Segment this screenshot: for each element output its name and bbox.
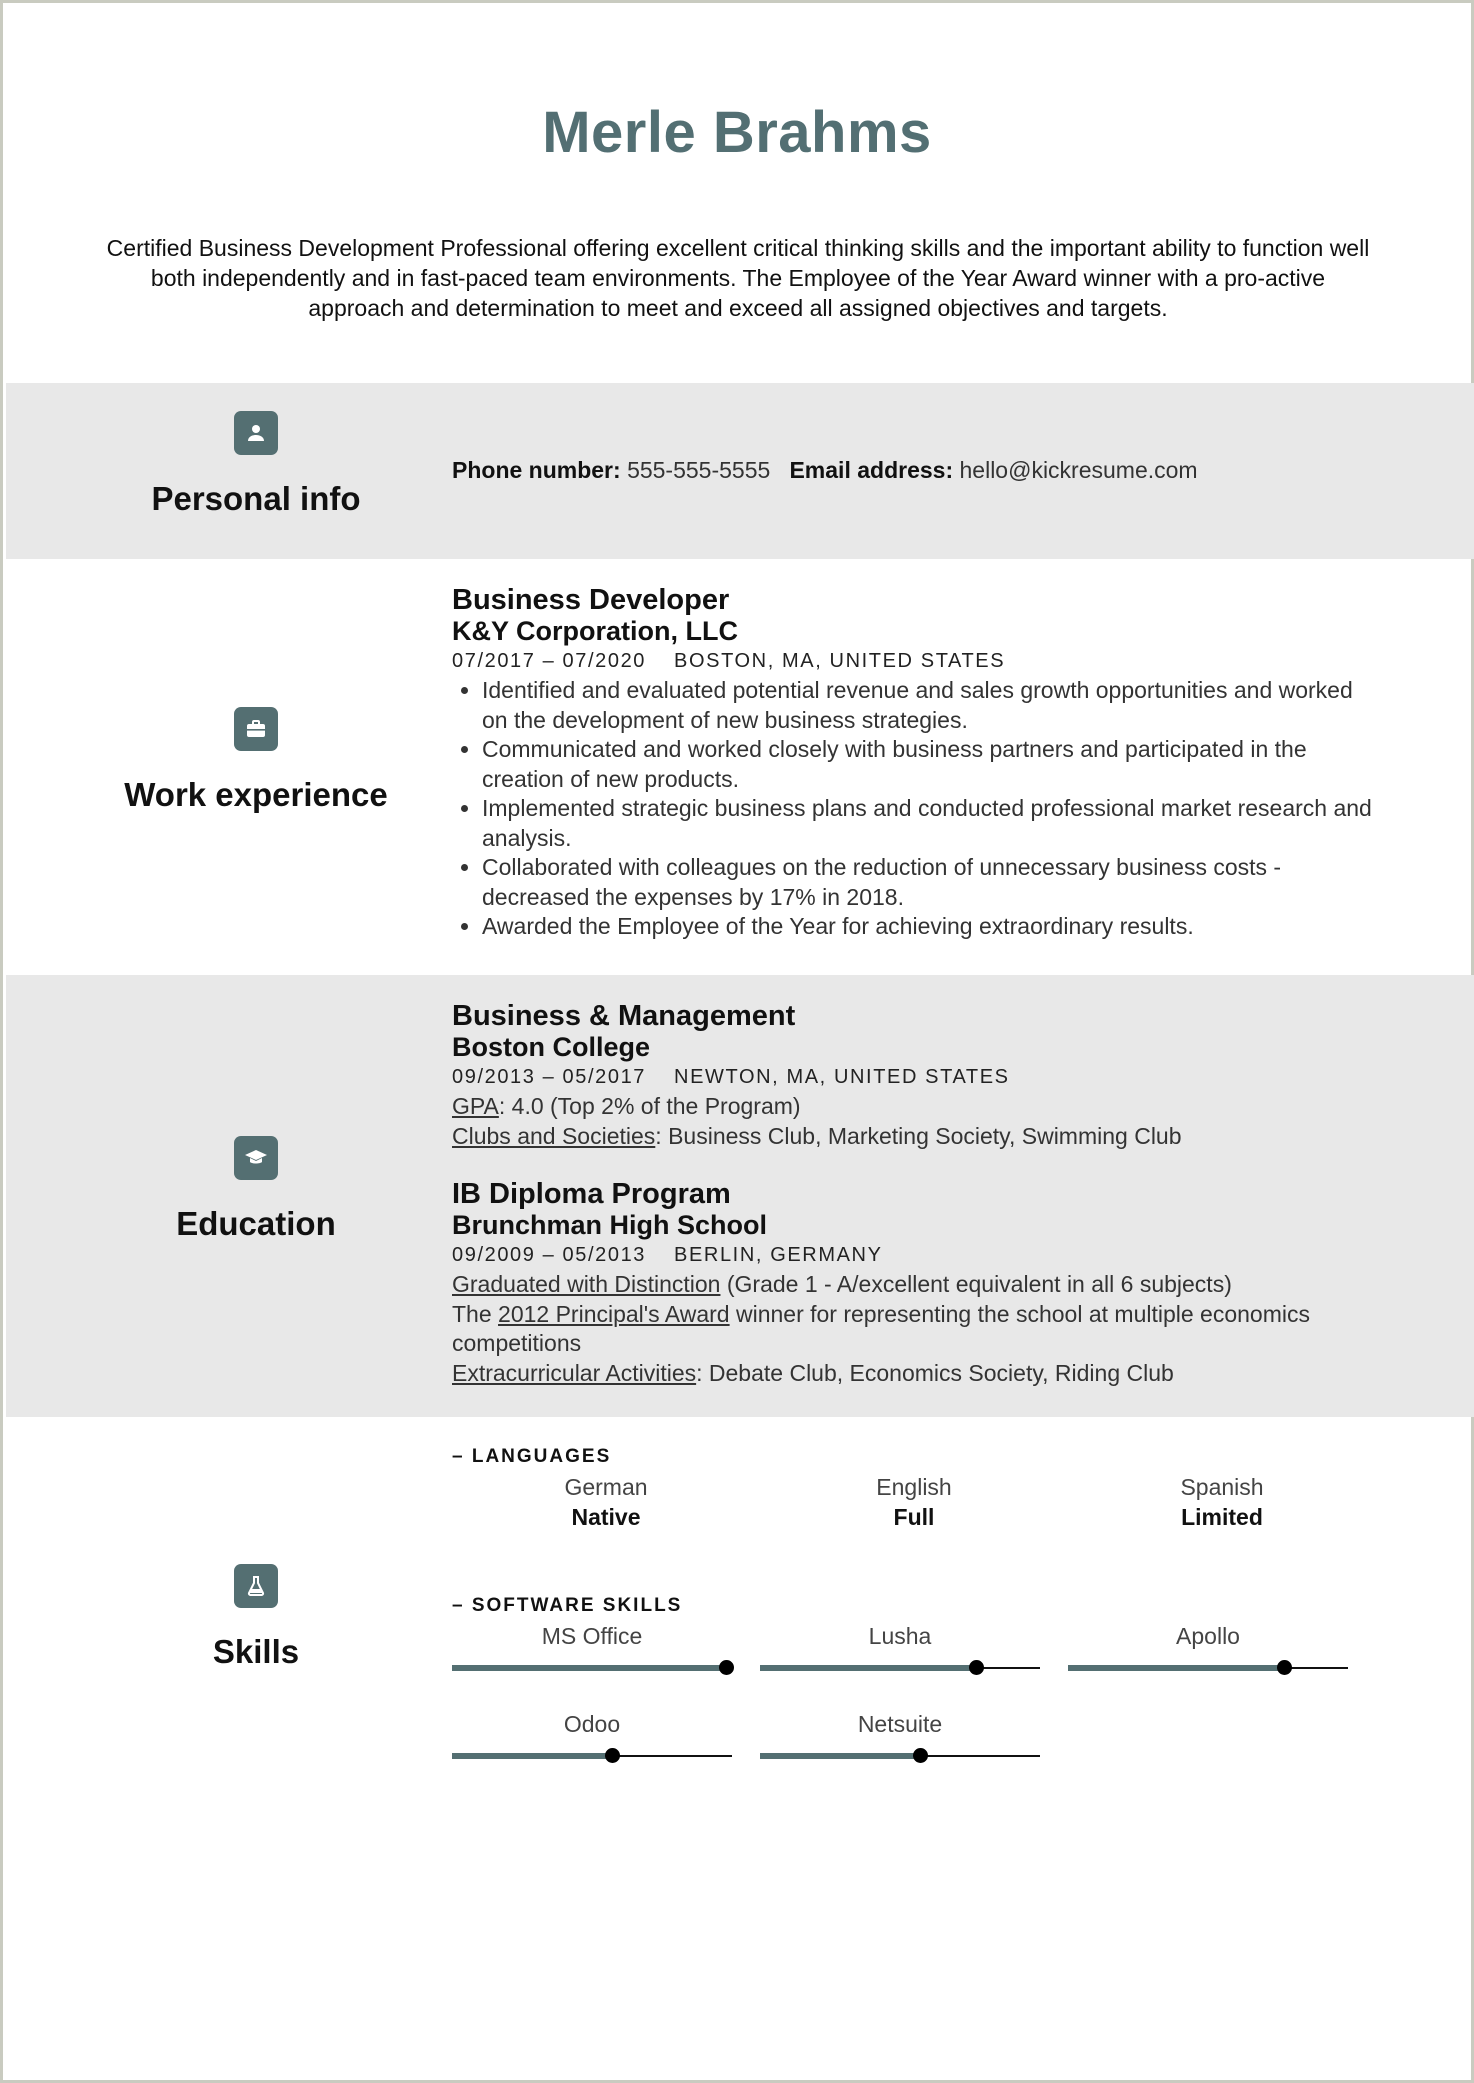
clubs-value: : Business Club, Marketing Society, Swimming Club — [655, 1122, 1182, 1149]
skill-name: Lusha — [868, 1623, 932, 1649]
personal-info-header — [6, 411, 506, 518]
education-meta — [452, 1240, 1382, 1270]
language-item — [760, 1472, 1068, 1532]
phone-value: 555-555-5555 — [627, 457, 771, 483]
languages-heading: – LANGUAGES — [452, 1446, 612, 1467]
contact-line — [452, 457, 1382, 484]
language-item — [1068, 1472, 1376, 1532]
email-value[interactable]: hello@kickresume.com — [959, 457, 1198, 483]
school-name: Brunchman High School — [452, 1210, 768, 1240]
award-label: 2012 Principal's Award — [498, 1300, 730, 1327]
skills-section — [6, 1417, 1474, 1817]
skill-name: MS Office — [541, 1623, 643, 1649]
phone-label: Phone number: — [452, 457, 621, 483]
language-item — [452, 1472, 760, 1532]
languages-grid — [452, 1472, 1376, 1532]
job-title: Business Developer — [452, 584, 730, 616]
list-item: • Collaborated with colleagues on the reduction of unnecessary business costs - decreased the expenses by 17% in 2018. — [482, 853, 1382, 912]
section-title: Skills — [212, 1633, 300, 1670]
education-location: BERLIN, GERMANY — [674, 1244, 883, 1266]
list-item: • Communicated and worked closely with business partners and participated in the creation of new products. — [482, 735, 1382, 794]
software-skills-heading: – SOFTWARE SKILLS — [452, 1595, 683, 1616]
skill-track — [1068, 1667, 1348, 1669]
flask-icon — [234, 1564, 278, 1608]
award-value: winner for representing the school at multiple economics competitions — [452, 1300, 1310, 1356]
school-name: Boston College — [452, 1032, 651, 1062]
skill-meter — [452, 1709, 732, 1757]
language-level: Native — [571, 1504, 641, 1530]
extracurricular-label: Extracurricular Activities — [452, 1359, 697, 1386]
email-label: Email address: — [789, 457, 954, 483]
education-dates: 09/2013 – 05/2017 — [452, 1066, 647, 1088]
skill-track — [452, 1755, 732, 1757]
education-location: NEWTON, MA, UNITED STATES — [674, 1066, 1010, 1088]
skill-fill — [760, 1665, 976, 1671]
degree-title: Business & Management — [452, 1000, 796, 1032]
education-entry — [452, 1001, 1382, 1151]
language-name: English — [876, 1474, 952, 1500]
language-name: German — [564, 1474, 648, 1500]
education-dates: 09/2009 – 05/2013 — [452, 1244, 647, 1266]
work-experience-header — [6, 707, 506, 814]
job-dates: 07/2017 – 07/2020 — [452, 650, 647, 672]
skill-meter — [760, 1709, 1040, 1757]
section-title: Personal info — [151, 480, 361, 517]
skill-fill — [1068, 1665, 1284, 1671]
skill-dot — [1277, 1660, 1292, 1675]
software-skills-block — [452, 1595, 1382, 1617]
award-prefix: The — [452, 1300, 499, 1327]
skill-name: Netsuite — [857, 1711, 943, 1737]
skill-dot — [605, 1748, 620, 1763]
list-item: • Implemented strategic business plans and conducted professional market research and analysis. — [482, 794, 1382, 853]
skill-track — [760, 1755, 1040, 1757]
skill-fill — [452, 1753, 612, 1759]
section-title: Work experience — [124, 776, 388, 813]
extracurricular-value: : Debate Club, Economics Society, Riding Club — [696, 1359, 1174, 1386]
distinction-line — [452, 1270, 1382, 1300]
skill-dot — [719, 1660, 734, 1675]
section-title: Education — [176, 1205, 336, 1242]
job-location: BOSTON, MA, UNITED STATES — [674, 650, 1006, 672]
work-experience-section — [6, 559, 1474, 975]
skill-track — [452, 1667, 732, 1669]
briefcase-icon — [234, 707, 278, 751]
skill-dot — [913, 1748, 928, 1763]
skill-dot — [969, 1660, 984, 1675]
education-entry — [452, 1179, 1382, 1388]
skill-name: Apollo — [1176, 1623, 1240, 1649]
candidate-name: Merle Brahms — [542, 100, 932, 165]
skill-meter — [1068, 1621, 1348, 1669]
extracurricular-line — [452, 1359, 1382, 1389]
skill-fill — [452, 1665, 726, 1671]
education-header — [6, 1136, 506, 1243]
clubs-label: Clubs and Societies — [452, 1122, 656, 1149]
language-level: Limited — [1181, 1504, 1263, 1530]
clubs-line — [452, 1122, 1382, 1152]
language-name: Spanish — [1180, 1474, 1264, 1500]
skills-header — [6, 1564, 506, 1671]
gpa-line — [452, 1092, 1382, 1122]
degree-title: IB Diploma Program — [452, 1178, 731, 1210]
languages-block — [452, 1446, 1382, 1532]
distinction-value: (Grade 1 - A/excellent equivalent in all 6 subjects) — [720, 1271, 1232, 1297]
person-icon — [234, 411, 278, 455]
distinction-label: Graduated with Distinction — [452, 1271, 721, 1297]
skill-fill — [760, 1753, 920, 1759]
language-level: Full — [893, 1504, 935, 1530]
education-meta — [452, 1062, 1382, 1092]
gpa-value: : 4.0 (Top 2% of the Program) — [498, 1093, 801, 1119]
skill-track — [760, 1667, 1040, 1669]
list-item: • Identified and evaluated potential revenue and sales growth opportunities and worked on the development of new business strategies. — [482, 676, 1382, 735]
education-section — [6, 975, 1474, 1417]
job-meta — [452, 646, 1382, 676]
graduation-cap-icon — [234, 1136, 278, 1180]
award-line — [452, 1300, 1382, 1359]
company-name: K&Y Corporation, LLC — [452, 616, 738, 646]
personal-info-section — [6, 383, 1474, 559]
skill-name: Odoo — [563, 1711, 621, 1737]
gpa-label: GPA — [452, 1093, 499, 1119]
list-item: • Awarded the Employee of the Year for achieving extraordinary results. — [482, 912, 1382, 942]
skill-meter — [760, 1621, 1040, 1669]
job-entry — [452, 585, 1382, 942]
skill-meter — [452, 1621, 732, 1669]
job-bullets — [452, 676, 1382, 942]
profile-summary: Certified Business Development Professional offering excellent critical thinking skills and the important ability to function well both independently and in fast-paced team environments. The Employee of the Year Award winner with a pro-active approach and determination to meet and exceed all assigned objectives and targets. — [106, 235, 1370, 321]
